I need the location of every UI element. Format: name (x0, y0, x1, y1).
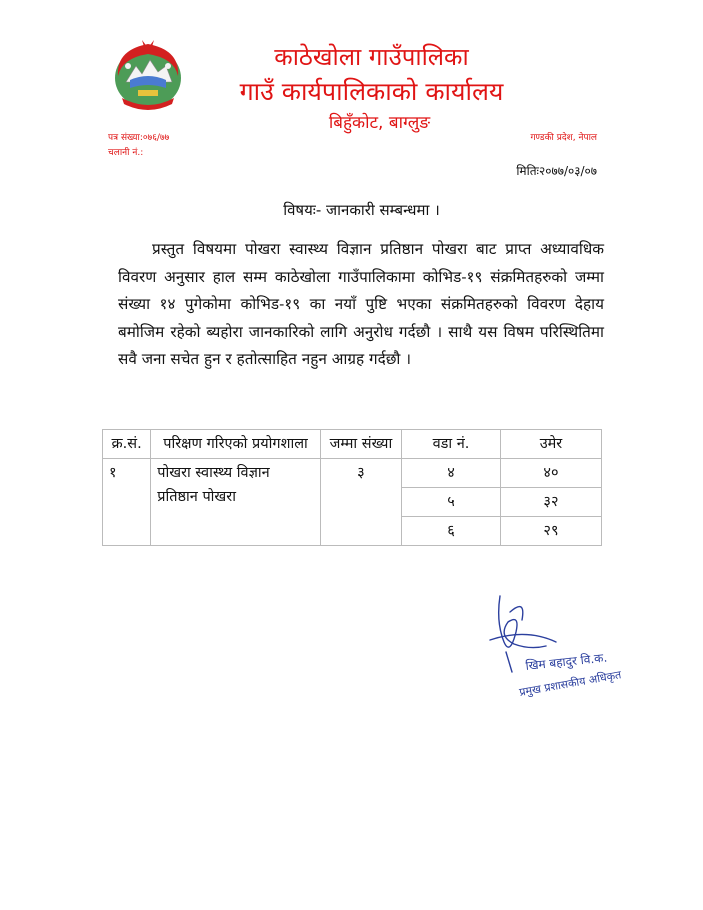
cell-total: ३ (320, 459, 401, 546)
letter-subject: विषयः- जानकारी सम्बन्धमा । (283, 201, 440, 219)
header-total: जम्मा संख्या (320, 430, 401, 459)
municipality-name: काठेखोला गाउँपालिका (274, 43, 469, 71)
cell-age: ४० (500, 459, 601, 488)
cell-age: ३२ (500, 488, 601, 517)
header-age: उमेर (500, 430, 601, 459)
signature-image (486, 592, 636, 707)
table-header-row (103, 430, 602, 459)
office-address: बिहुँकोट, बाग्लुङ (328, 113, 431, 133)
province-label: गण्डकी प्रदेश, नेपाल (530, 133, 597, 143)
header-ward: वडा नं. (402, 430, 501, 459)
signature-name: खिम बहादुर वि.क. (524, 650, 608, 673)
cell-ward: ४ (402, 459, 501, 488)
office-name: गाउँ कार्यपालिकाको कार्यालय (239, 77, 504, 106)
cell-lab: पोखरा स्वास्थ्य विज्ञान प्रतिष्ठान पोखरा (151, 459, 321, 546)
header-lab: परिक्षण गरिएको प्रयोगशाला (151, 430, 321, 459)
table-row (103, 459, 602, 488)
dispatch-number: चलानी नं.: (108, 148, 144, 158)
cell-ward: ५ (402, 488, 501, 517)
letter-body: प्रस्तुत विषयमा पोखरा स्वास्थ्य विज्ञान प्रतिष्ठान पोखरा बाट प्राप्त अध्यावधिक विवरण अनुसार हाल सम्म काठेखोला गाउँपालिकामा कोभिड-१९ संक्रमितहरुको जम्मा संख्या १४ पुगेकोमा कोभिड-१९ का नयाँ पुष्टि भएका संक्रमितहरुको विवरण देहाय बमोजिम रहेको ब्यहोरा जानकारिको लागि अनुरोध गर्दछौ । साथै यस विषम परिस्थितिमा सवै जना सचेत हुन र हतोत्साहित नहुन आग्रह गर्दछौ । (118, 240, 604, 368)
header-serial: क्र.सं. (103, 430, 151, 459)
reference-number: पत्र संख्या:०७६/७७ (108, 133, 170, 143)
cell-age: २९ (500, 517, 601, 546)
signature-title: प्रमुख प्रशासकीय अधिकृत (518, 668, 623, 699)
cell-serial: १ (103, 459, 151, 546)
letter-date: मितिः२०७७/०३/०७ (516, 164, 597, 178)
cell-ward: ६ (402, 517, 501, 546)
covid-cases-table (102, 429, 602, 546)
